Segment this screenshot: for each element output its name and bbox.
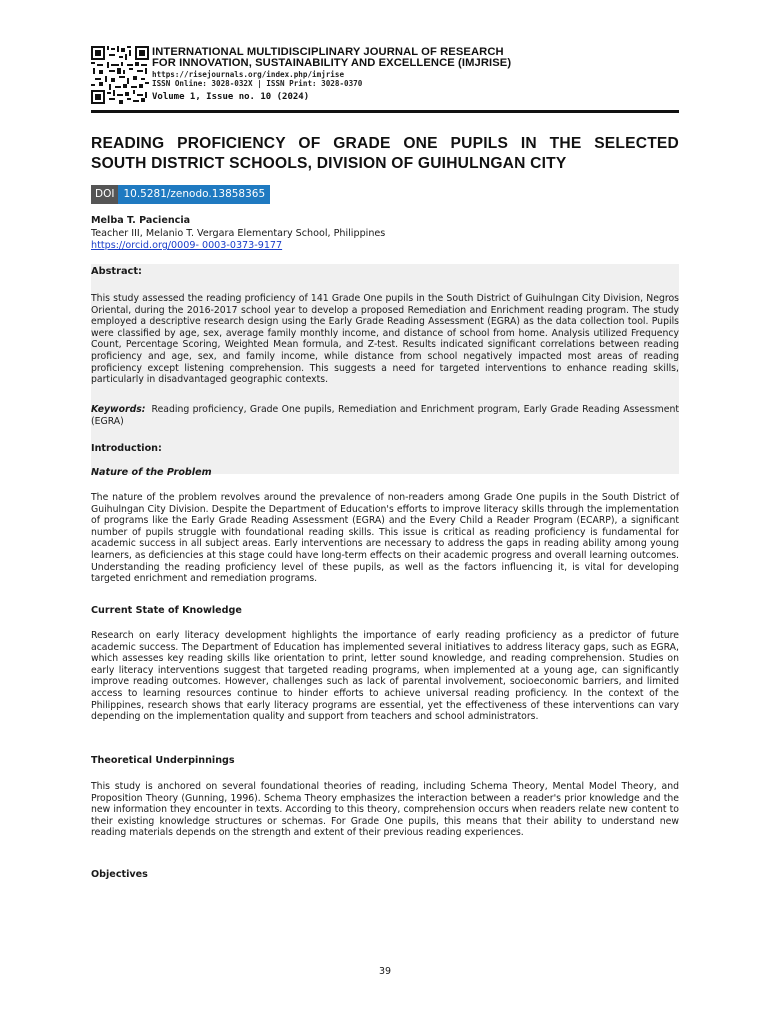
journal-header (91, 44, 679, 108)
keywords-text: Reading proficiency, Grade One pupils, Remediation and Enrichment program, Early Grade Reading Assessment (EGRA) (91, 404, 679, 427)
title-line-1: READING PROFICIENCY OF GRADE ONE PUPILS IN THE SELECTED (91, 135, 679, 152)
journal-title-line-1: INTERNATIONAL MULTIDISCIPLINARY JOURNAL OF RESEARCH (152, 46, 504, 58)
nature-text: The nature of the problem revolves around the prevalence of non-readers among Grade One pupils in the South District of Guihulngan City Division. Despite the Department of Education's efforts to improve literacy skills through the implementation of programs like the Early Grade Reading Assessment (EGRA) and the Every Child a Reader Program (ECARP), a significant number of pupils struggle with foundational reading skills. This issue is critical as reading proficiency is fundamental for academic success in all subject areas. Early interventions are necessary to address the gaps in reading ability among young learners, as deficiencies at this stage could have long-term effects on their academic progress and overall learning outcomes. Understanding the reading proficiency level of these pupils, as well as the factors influencing it, is vital for developing targeted enrichment and remediation programs. (91, 492, 679, 585)
theory-text: This study is anchored on several foundational theories of reading, including Schema Theory, Mental Model Theory, and Proposition Theory (Gunning, 1996). Schema Theory emphasizes the interaction between a reader's prior knowledge and the new information they encounter in texts. According to this theory, comprehension occurs when readers relate new content to their existing knowledge structures or schemas. For Grade One pupils, this means that their ability to understand new reading materials depends on the strength and extent of their previous reading experiences. (91, 781, 679, 839)
journal-url[interactable]: https://risejournals.org/index.php/imjrise (152, 70, 345, 79)
keywords (91, 404, 679, 427)
author-affiliation: Teacher III, Melanio T. Vergara Elementary School, Philippines (91, 227, 386, 239)
nature-heading: Nature of the Problem (91, 467, 212, 478)
abstract-heading: Abstract: (91, 266, 142, 277)
page (91, 44, 679, 977)
doi-label: DOI (91, 185, 118, 204)
author-name: Melba T. Paciencia (91, 215, 191, 226)
journal-title-line-2: FOR INNOVATION, SUSTAINABILITY AND EXCELLENCE (IMJRISE) (152, 57, 512, 69)
doi-badge[interactable] (91, 185, 270, 204)
keywords-label: Keywords: (91, 404, 146, 415)
orcid-link[interactable]: https://orcid.org/0009- 0003-0373-9177 (91, 240, 283, 251)
doi-value[interactable]: 10.5281/zenodo.13858365 (118, 185, 270, 204)
paper-title (91, 134, 679, 174)
journal-title (152, 47, 511, 69)
current-knowledge-text: Research on early literacy development highlights the importance of early reading proficiency as a predictor of future academic success. The Department of Education has implemented several initiatives to address literacy gaps, such as EGRA, which assesses key reading skills like orientation to print, letter sound knowledge, and reading comprehension. Studies on early literacy interventions suggest that targeted reading programs, when implemented at a young age, can significantly improve reading outcomes. However, challenges such as lack of parental involvement, socioeconomic barriers, and limited access to learning resources continue to hinder efforts to achieve universal reading proficiency. In the context of the Philippines, research shows that early literacy programs are essential, yet the effectiveness of these interventions can vary depending on the implementation quality and support from teachers and school administrators. (91, 630, 679, 723)
qr-code-icon (91, 46, 149, 104)
author-block (91, 215, 385, 253)
objectives-heading: Objectives (91, 869, 148, 880)
volume-issue: Volume 1, Issue no. 10 (2024) (152, 92, 310, 102)
page-number: 39 (378, 966, 392, 977)
abstract-text: This study assessed the reading proficiency of 141 Grade One pupils in the South District of Guihulngan City Division, Negros Oriental, during the 2016-2017 school year to develop a proposed Remediation and Enrichment reading program. The study employed a descriptive research design using the Early Grade Reading Assessment (EGRA) as the data collection tool. Pupils were classified by age, sex, average family monthly income, and distance of school from home. Analysis utilized Frequency Count, Percentage Scoring, Weighted Mean formula, and Z-test. Results indicated significant correlations between reading proficiency and age, sex, and family income, while distance from school negatively impacted most areas of reading proficiency except listening comprehension. This suggests a need for targeted interventions to enhance reading skills, particularly in disadvantaged geographic contexts. (91, 293, 679, 386)
introduction-heading: Introduction: (91, 443, 162, 454)
journal-issn: ISSN Online: 3028-032X | ISSN Print: 3028-0370 (152, 79, 363, 88)
title-line-2: SOUTH DISTRICT SCHOOLS, DIVISION OF GUIHULNGAN CITY (91, 155, 567, 172)
current-knowledge-heading: Current State of Knowledge (91, 605, 242, 616)
header-divider (91, 110, 679, 113)
theory-heading: Theoretical Underpinnings (91, 755, 235, 766)
